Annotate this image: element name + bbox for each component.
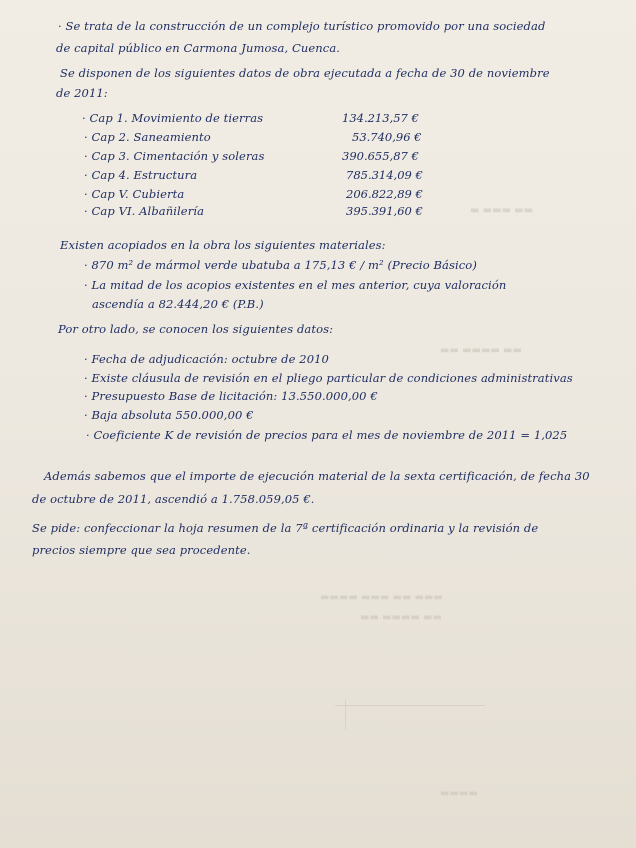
other-data-item: · Baja absoluta 550.000,00 €: [84, 408, 254, 422]
chapter-amount: 785.314,09 €: [346, 168, 423, 182]
other-data-item: · Presupuesto Base de licitación: 13.550.000,00 €: [84, 389, 378, 403]
chapter-amount: 134.213,57 €: [342, 111, 419, 125]
materials-heading: Existen acopiados en la obra los siguientes materiales:: [60, 238, 386, 252]
materials-item: · 870 m² de mármol verde ubatuba a 175,13 € / m² (Precio Básico): [84, 258, 477, 272]
chapter-amount: 390.655,87 €: [342, 149, 419, 163]
bleed-through-line: [335, 705, 485, 706]
intro-line-4: de 2011:: [56, 86, 108, 100]
intro-line-3: Se disponen de los siguientes datos de obra ejecutada a fecha de 30 de noviembre: [60, 66, 550, 80]
materials-item-continuation: ascendía a 82.444,20 € (P.B.): [92, 297, 264, 311]
other-data-item: · Existe cláusula de revisión en el pliego particular de condiciones administrativas: [84, 371, 573, 385]
intro-line-2: de capital público en Carmona Jumosa, Cuenca.: [56, 41, 341, 55]
other-data-item: · Coeficiente K de revisión de precios para el mes de noviembre de 2011 = 1,025: [86, 428, 568, 442]
bleed-through-line: [345, 700, 346, 730]
chapter-label: · Cap 4. Estructura: [84, 168, 198, 182]
chapter-label: · Cap 2. Saneamiento: [84, 130, 211, 144]
chapter-amount: 53.740,96 €: [352, 130, 422, 144]
materials-item: · La mitad de los acopios existentes en el mes anterior, cuya valoración: [84, 278, 507, 292]
chapter-label: · Cap V. Cubierta: [84, 187, 185, 201]
closing-line-2: de octubre de 2011, ascendió a 1.758.059,05 €.: [32, 492, 315, 506]
closing-line-4: precios siempre que sea procedente.: [32, 543, 251, 557]
chapter-amount: 395.391,60 €: [346, 204, 423, 218]
closing-line-3: Se pide: confeccionar la hoja resumen de la 7ª certificación ordinaria y la revisión de: [32, 521, 539, 535]
bleed-through-mark: ▬▬▬▬ ▬▬▬ ▬▬ ▬▬▬: [320, 592, 443, 603]
chapter-label: · Cap 3. Cimentación y soleras: [84, 149, 265, 163]
chapter-amount: 206.822,89 €: [346, 187, 423, 201]
bleed-through-mark: ▬▬ ▬▬▬▬ ▬▬: [360, 612, 442, 623]
bleed-through-mark: ▬▬▬▬: [440, 788, 478, 799]
chapter-label: · Cap VI. Albañilería: [84, 204, 205, 218]
bleed-through-mark: ▬ ▬▬▬ ▬▬: [470, 205, 534, 216]
chapter-label: · Cap 1. Movimiento de tierras: [82, 111, 264, 125]
closing-line-1: Además sabemos que el importe de ejecución material de la sexta certificación, de fecha 30: [44, 469, 590, 483]
bleed-through-mark: ▬▬ ▬▬▬▬ ▬▬: [440, 345, 522, 356]
other-data-heading: Por otro lado, se conocen los siguientes datos:: [58, 322, 334, 336]
other-data-item: · Fecha de adjudicación: octubre de 2010: [84, 352, 329, 366]
intro-line-1: · Se trata de la construcción de un complejo turístico promovido por una sociedad: [58, 19, 546, 33]
